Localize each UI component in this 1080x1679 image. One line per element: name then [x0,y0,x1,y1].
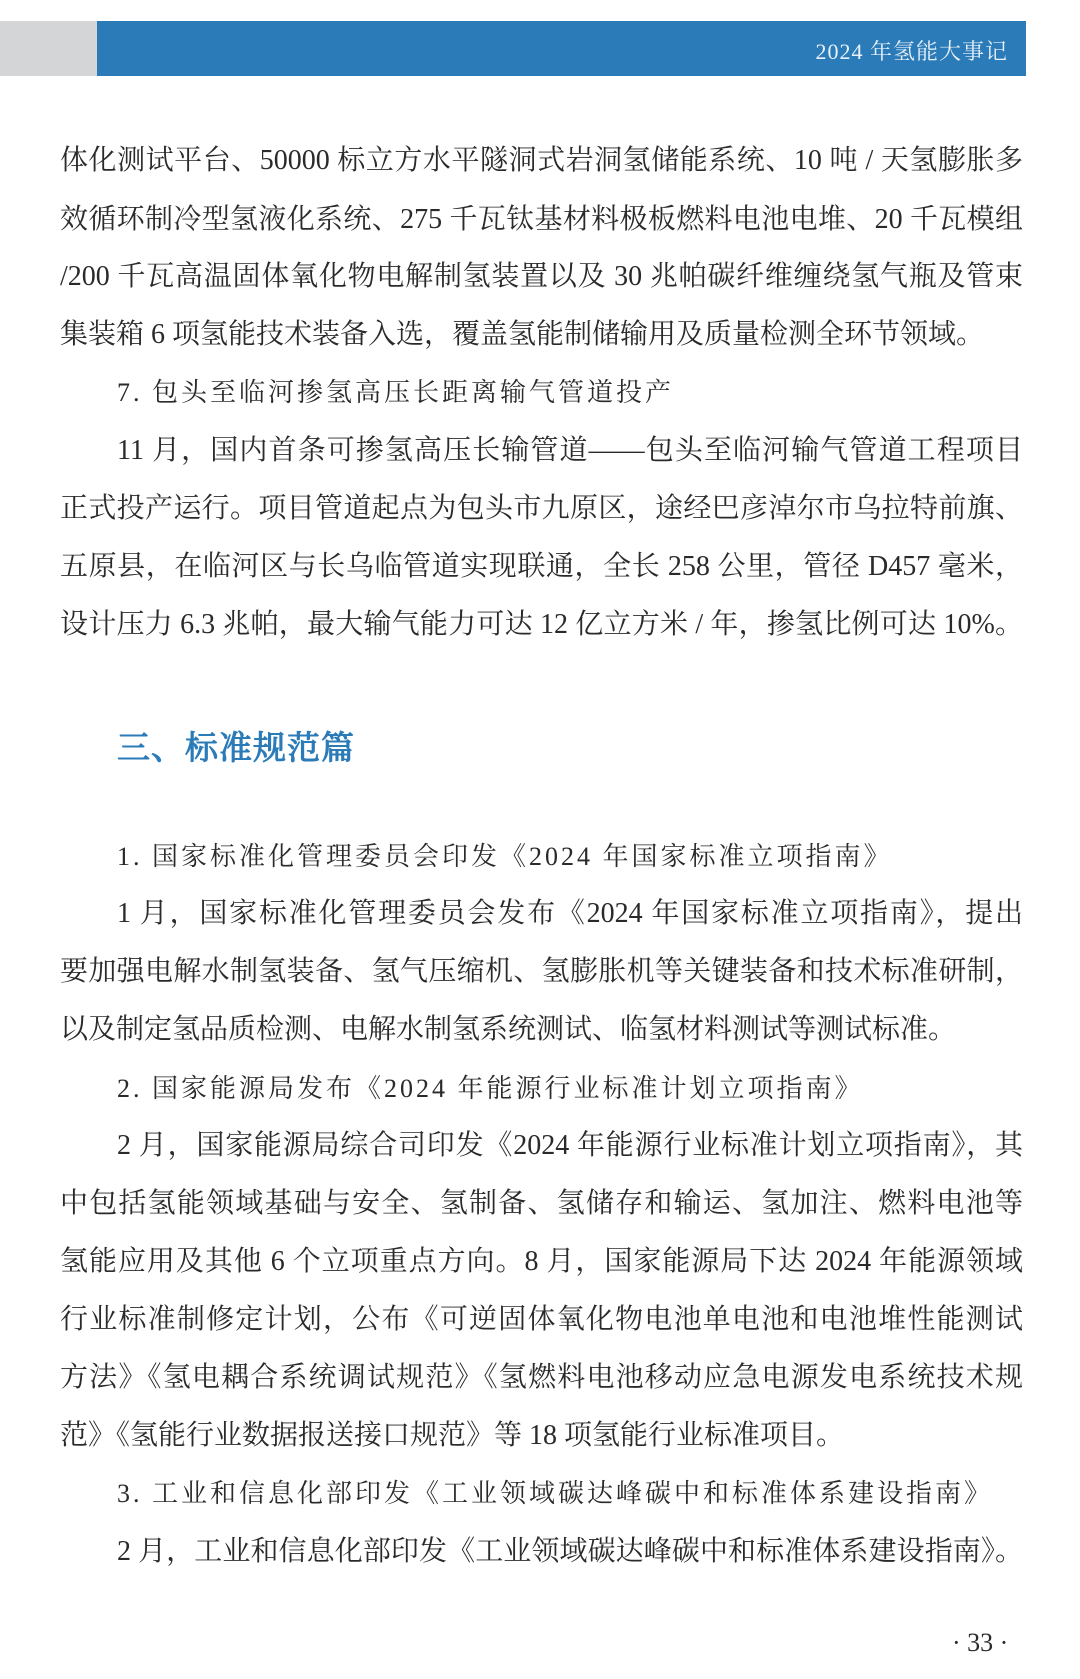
paragraph-line: 1 月，国家标准化管理委员会发布《2024 年国家标准立项指南》，提出 [117,898,1023,929]
paragraph-line: 2 月，工业和信息化部印发《工业领域碳达峰碳中和标准体系建设指南》。 [117,1536,1023,1567]
header-bar [97,21,1026,76]
paragraph-line: 五原县，在临河区与长乌临管道实现联通，全长 258 公里，管径 D457 毫米， [60,551,1023,582]
paragraph-line: 以及制定氢品质检测、电解水制氢系统测试、临氢材料测试等测试标准。 [60,1014,957,1045]
subheading: 7. 包头至临河掺氢高压长距离输气管道投产 [117,378,675,407]
paragraph-line: 行业标准制修定计划，公布《可逆固体氧化物电池单电池和电池堆性能测试 [60,1304,1023,1335]
subheading: 2. 国家能源局发布《2024 年能源行业标准计划立项指南》 [117,1074,864,1103]
page-number: · 33 · [952,1628,1009,1657]
paragraph-line: 要加强电解水制氢装备、氢气压缩机、氢膨胀机等关键装备和技术标准研制， [60,956,1023,987]
running-title: 2024 年氢能大事记 [815,39,1008,64]
subheading: 1. 国家标准化管理委员会印发《2024 年国家标准立项指南》 [117,842,893,871]
paragraph-line: 11 月，国内首条可掺氢高压长输管道——包头至临河输气管道工程项目 [117,435,1023,466]
paragraph-line: 范》《氢能行业数据报送接口规范》等 18 项氢能行业标准项目。 [60,1420,845,1451]
paragraph-line: 氢能应用及其他 6 个立项重点方向。8 月，国家能源局下达 2024 年能源领域 [60,1246,1023,1277]
paragraph-line: 方法》《氢电耦合系统调试规范》《氢燃料电池移动应急电源发电系统技术规 [60,1362,1023,1393]
paragraph-line: 中包括氢能领域基础与安全、氢制备、氢储存和输运、氢加注、燃料电池等 [60,1188,1023,1219]
section-heading: 三、标准规范篇 [117,728,355,767]
paragraph-line: 体化测试平台、50000 标立方水平隧洞式岩洞氢储能系统、10 吨 / 天氢膨胀多 [60,145,1023,176]
paragraph-line: 设计压力 6.3 兆帕，最大输气能力可达 12 亿立方米 / 年，掺氢比例可达 10%。 [60,609,1023,640]
paragraph-line: 效循环制冷型氢液化系统、275 千瓦钛基材料极板燃料电池电堆、20 千瓦模组 [60,204,1023,235]
paragraph-line: 正式投产运行。项目管道起点为包头市九原区，途经巴彦淖尔市乌拉特前旗、 [60,493,1023,524]
header-gray-tab [0,21,97,76]
paragraph-line: /200 千瓦高温固体氧化物电解制氢装置以及 30 兆帕碳纤维缠绕氢气瓶及管束 [60,261,1023,292]
paragraph-line: 集装箱 6 项氢能技术装备入选，覆盖氢能制储输用及质量检测全环节领域。 [60,319,985,350]
subheading: 3. 工业和信息化部印发《工业领域碳达峰碳中和标准体系建设指南》 [117,1479,994,1508]
paragraph-line: 2 月，国家能源局综合司印发《2024 年能源行业标准计划立项指南》，其 [117,1130,1023,1161]
